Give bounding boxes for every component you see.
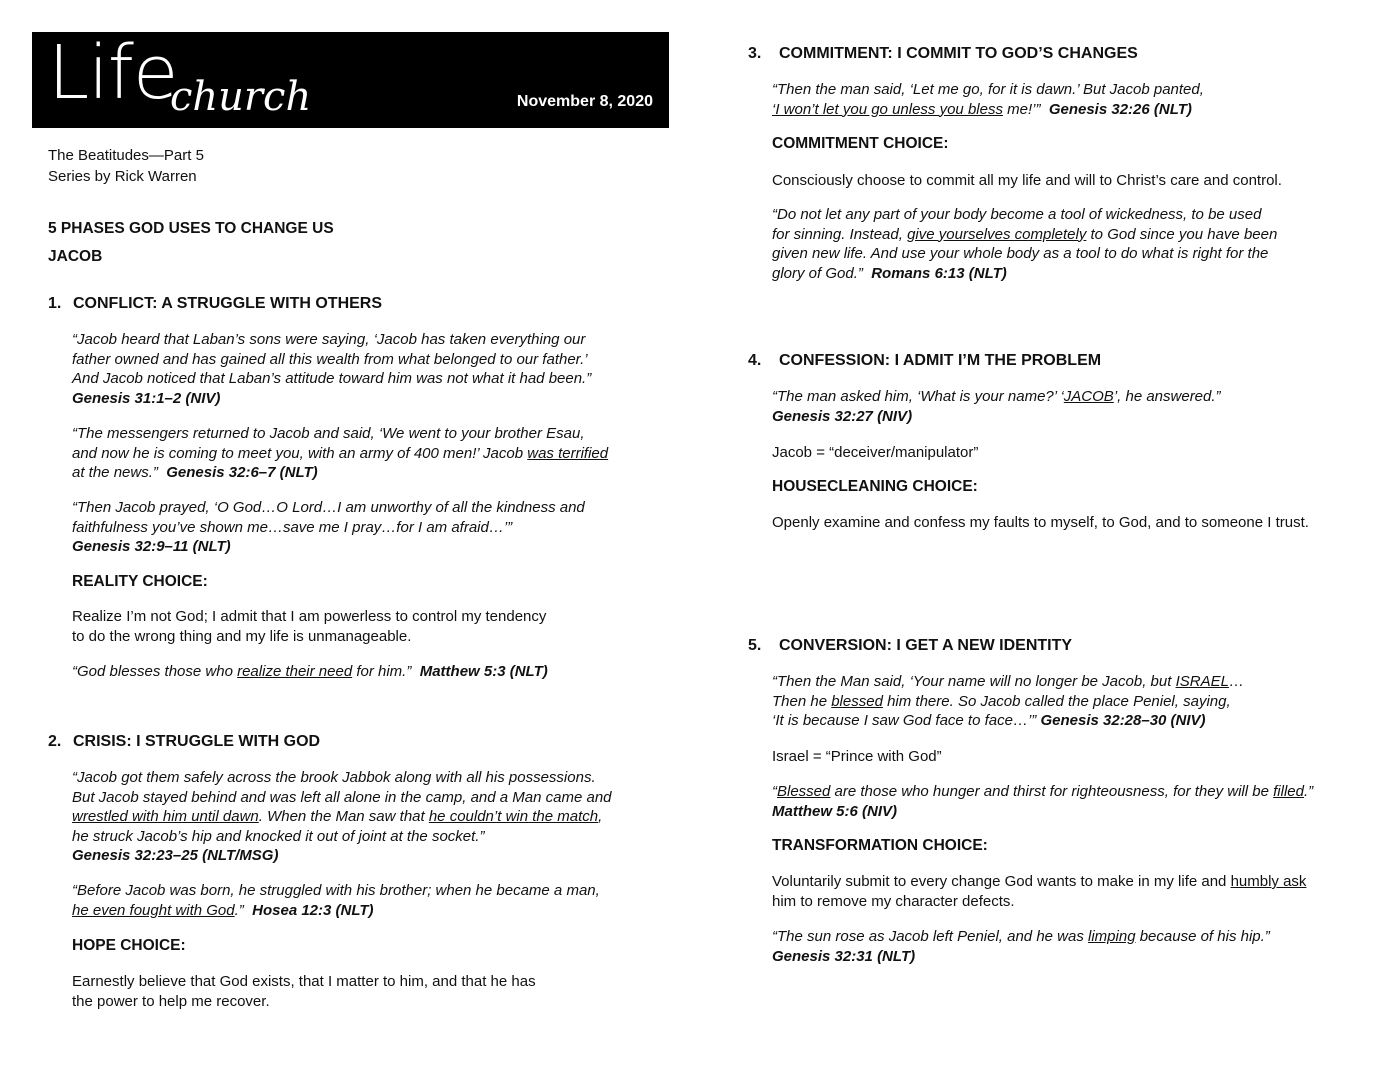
scripture-reference: Matthew 5:3 (NLT)	[419, 663, 548, 680]
section-3-title: COMMITMENT: I COMMIT TO GOD’S CHANGES	[779, 45, 1138, 62]
sermon-title: The Beatitudes—Part 5	[48, 147, 204, 164]
housecleaning-choice-heading: HOUSECLEANING CHOICE:	[772, 478, 978, 495]
section-5-quote-3: “The sun rose as Jacob left Peniel, and he was limping because of his hip.” Genesis 32:31 (NLT)	[772, 928, 1270, 965]
section-2-quote-1: “Jacob got them safely across the brook Jabbok along with all his possessions. But Jacob stayed behind and was left all alone in the camp, and a Man came and wrestled with him until dawn. When the Man saw that he couldn’t win the match, he struck Jacob’s hip and knocked it out of joint at the socket.” Genesis 32:23–25 (NLT/MSG)	[72, 769, 612, 864]
phases-heading: 5 PHASES GOD USES TO CHANGE US	[48, 220, 334, 237]
section-1-quote-3: “Then Jacob prayed, ‘O God…O Lord…I am unworthy of all the kindness and faithfulness you’ve shown me…save me I pray…for I am afraid…’” Genesis 32:9–11 (NLT)	[72, 499, 585, 555]
scripture-reference: Genesis 32:23–25 (NLT/MSG)	[72, 847, 279, 864]
scripture-reference: Genesis 31:1–2 (NIV)	[72, 389, 221, 407]
logo-life-text: Life	[48, 30, 178, 116]
section-2-number: 2.	[48, 733, 62, 750]
section-1-number: 1.	[48, 295, 62, 312]
section-1-title: CONFLICT: A STRUGGLE WITH OTHERS	[73, 295, 383, 312]
section-1-quote-4: “God blesses those who realize their need for him.” Matthew 5:3 (NLT)	[72, 663, 548, 680]
transformation-choice-text: Voluntarily submit to every change God wants to make in my life and humbly ask him to remove my character defects.	[772, 873, 1307, 910]
section-2-title: CRISIS: I STRUGGLE WITH GOD	[73, 733, 321, 750]
header-banner	[32, 32, 669, 128]
scripture-reference: Genesis 32:9–11 (NLT)	[72, 538, 231, 555]
scripture-reference: Genesis 32:26 (NLT)	[1048, 100, 1192, 118]
hope-choice-text: Earnestly believe that God exists, that I matter to him, and that he has the power to help me recover.	[72, 973, 536, 1010]
section-5-number: 5.	[748, 637, 762, 654]
section-3-quote-2: “Do not let any part of your body become a tool of wickedness, to be used for sinning. Instead, give yourselves completely to God since you have been given new life. And use your whole body as a tool to do what is right for the glory of God.” Romans 6:13 (NLT)	[772, 206, 1278, 282]
logo-church-text: church	[170, 74, 312, 120]
section-3-number: 3.	[748, 45, 762, 62]
series-author: Series by Rick Warren	[48, 168, 197, 185]
jacob-meaning: Jacob = “deceiver/manipulator”	[772, 444, 979, 461]
section-4-number: 4.	[748, 352, 762, 369]
scripture-reference: Genesis 32:6–7 (NLT)	[166, 464, 318, 481]
section-1-quote-1: “Jacob heard that Laban’s sons were saying, ‘Jacob has taken everything our father owned and has gained all this wealth from what belonged to our father.’ And Jacob noticed that Laban’s attitude toward him was not what it had been.” Genesis 31:1–2 (NIV)	[72, 331, 592, 407]
section-5-title: CONVERSION: I GET A NEW IDENTITY	[779, 637, 1073, 654]
subject-heading: JACOB	[48, 248, 103, 265]
section-4-quote-1: “The man asked him, ‘What is your name?’ ‘JACOB’, he answered.” Genesis 32:27 (NIV)	[772, 388, 1221, 425]
sermon-date: November 8, 2020	[516, 93, 653, 110]
scripture-reference: Genesis 32:28–30 (NIV)	[1040, 712, 1206, 729]
scripture-reference: Genesis 32:27 (NIV)	[772, 407, 913, 425]
reality-choice-text: Realize I’m not God; I admit that I am powerless to control my tendency to do the wrong thing and my life is unmanageable.	[72, 608, 547, 645]
section-4-title: CONFESSION: I ADMIT I’M THE PROBLEM	[779, 352, 1102, 369]
commitment-choice-text: Consciously choose to commit all my life and will to Christ’s care and control.	[772, 172, 1282, 189]
section-5-quote-1: “Then the Man said, ‘Your name will no longer be Jacob, but ISRAEL… Then he blessed him there. So Jacob called the place Peniel, saying, ‘It is because I saw God face to face…’” Genesis 32:28–30 (NIV)	[772, 673, 1244, 729]
scripture-reference: Hosea 12:3 (NLT)	[252, 901, 374, 919]
israel-meaning: Israel = “Prince with God”	[772, 748, 942, 765]
section-2-quote-2: “Before Jacob was born, he struggled with his brother; when he became a man, he even fought with God.” Hosea 12:3 (NLT)	[72, 882, 600, 919]
section-1-quote-2: “The messengers returned to Jacob and said, ‘We went to your brother Esau, and now he is coming to meet you, with an army of 400 men!’ Jacob was terrified at the news.” Genesis 32:6–7 (NLT)	[72, 425, 609, 481]
section-5-quote-2: “Blessed are those who hunger and thirst for righteousness, for they will be filled.” Matthew 5:6 (NIV)	[772, 783, 1314, 820]
housecleaning-choice-text: Openly examine and confess my faults to myself, to God, and to someone I trust.	[772, 514, 1309, 531]
scripture-reference: Genesis 32:31 (NLT)	[772, 947, 916, 965]
reality-choice-heading: REALITY CHOICE:	[72, 573, 208, 590]
commitment-choice-heading: COMMITMENT CHOICE:	[772, 135, 949, 152]
hope-choice-heading: HOPE CHOICE:	[72, 937, 186, 954]
scripture-reference: Romans 6:13 (NLT)	[871, 264, 1007, 282]
scripture-reference: Matthew 5:6 (NIV)	[772, 802, 898, 820]
section-3-quote-1: “Then the man said, ‘Let me go, for it is dawn.’ But Jacob panted, ‘I won’t let you go unless you bless me!’” Genesis 32:26 (NLT)	[772, 81, 1204, 118]
transformation-choice-heading: TRANSFORMATION CHOICE:	[772, 837, 988, 854]
